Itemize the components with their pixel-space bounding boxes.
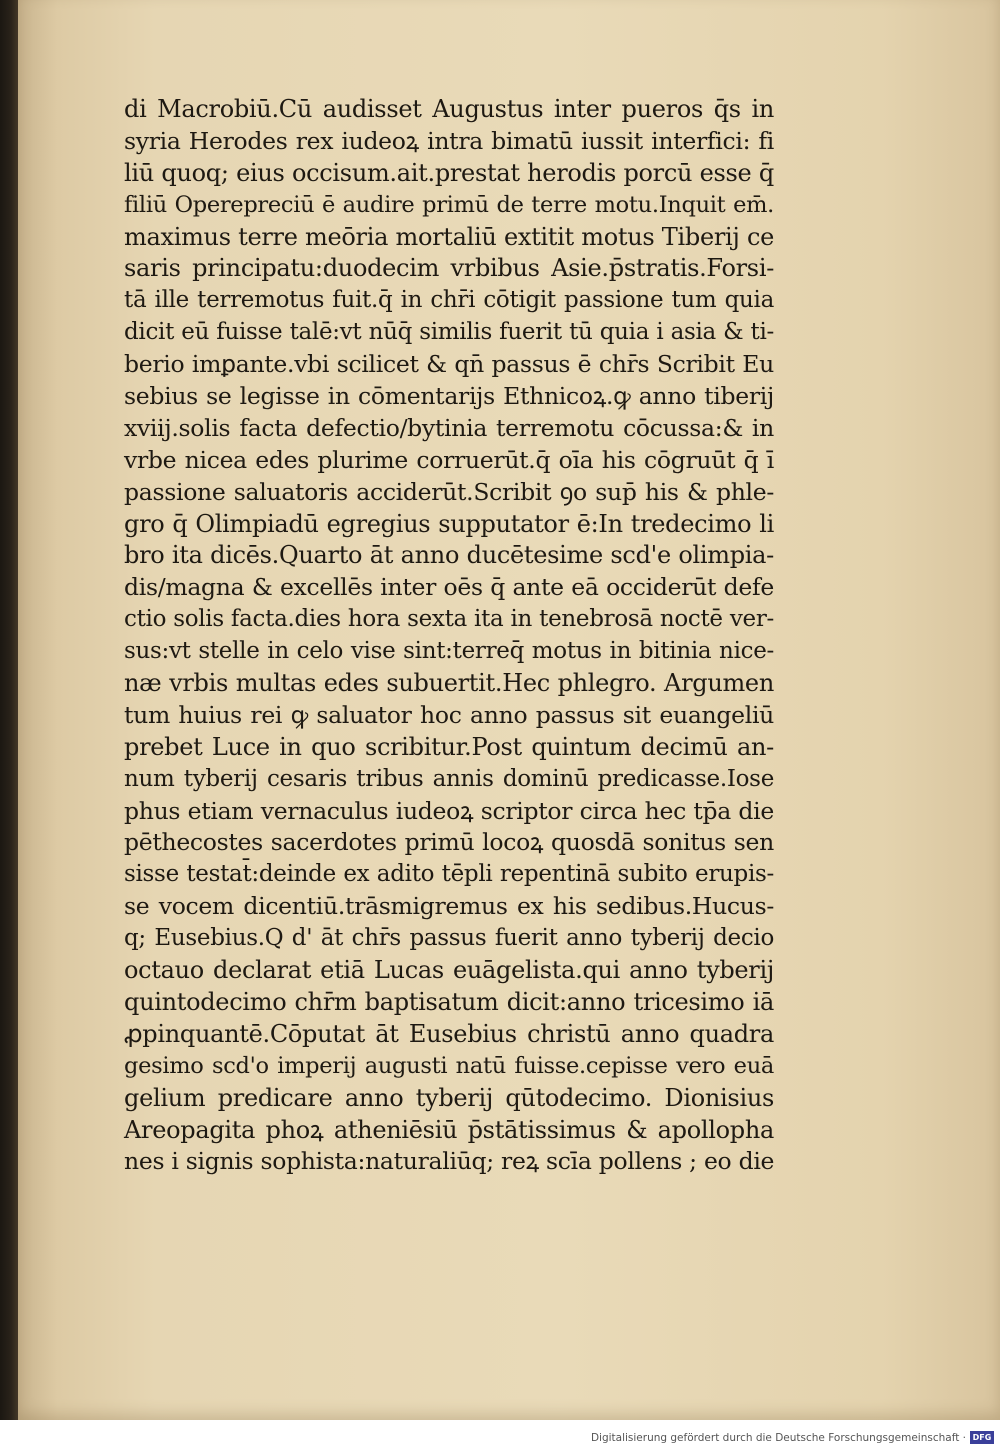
text-line: tum huius rei ꝙ saluator hoc anno passus sit euangeliū	[124, 700, 774, 729]
text-line: sisse testat̄:deinde ex adito tēpli repentinā subito erupis-	[124, 861, 774, 888]
page-edge-shadow	[0, 0, 20, 1420]
text-line: gelium predicare anno tyberij qūtodecimo. Dionisius	[124, 1083, 774, 1112]
text-line: xviij.solis facta defectio/bytinia terremotu cōcussa:& in	[124, 413, 774, 442]
text-block	[124, 94, 774, 1178]
text-line: phus etiam vernaculus iudeoꝝ scriptor circa hec tp̄a die	[124, 796, 774, 825]
text-line: nes i signis sophista:naturaliūq; reꝝ scīa pollens ; eo die	[124, 1147, 775, 1176]
text-line: bro ita dicēs.Quarto āt anno ducētesime scd'e olimpia-	[124, 541, 774, 570]
text-line: maximus terre meōria mortaliū extitit motus Tiberij ce	[124, 222, 774, 251]
text-line: num tyberij cesaris tribus annis dominū predicasse.Iose	[124, 765, 774, 792]
text-line: passione saluatoris acciderūt.Scribit ꝯo sup̄ his & phle-	[124, 477, 774, 506]
text-line: tā ille terremotus fuit.q̄ in chr̄i cōtigit passione tum quia	[124, 287, 774, 314]
text-line: gesimo scd'o imperij augusti natū fuisse.cepisse vero euā	[124, 1052, 774, 1079]
dfg-logo-icon: DFG	[970, 1431, 994, 1444]
text-line: sus:vt stelle in celo vise sint:terreq̄ motus in bitinia nice-	[124, 638, 774, 665]
text-line: dicit eū fuisse talē:vt nūq̄ similis fuerit tū quia i asia & ti-	[124, 319, 774, 346]
text-line: liū quoq; eius occisum.ait.prestat herodis porcū esse q̄	[124, 158, 774, 187]
text-line: quintodecimo chr̄m baptisatum dicit:anno tricesimo iā	[124, 987, 774, 1016]
text-line: di Macrobiū.Cū audisset Augustus inter pueros q̄s in	[124, 95, 774, 123]
text-line: ctio solis facta.dies hora sexta ita in tenebrosā noctē ver-	[124, 606, 774, 633]
text-line: prebet Luce in quo scribitur.Post quintum decimū an-	[124, 732, 774, 761]
text-line: octauo declarat etiā Lucas euāgelista.qui anno tyberij	[124, 956, 774, 985]
text-line: q; Eusebius.Q d' āt chr̄s passus fuerit anno tyberij decio	[124, 925, 774, 952]
text-line: dis/magna & excellēs inter oēs q̄ ante eā occiderūt defe	[124, 573, 774, 602]
text-line: berio imꝑante.vbi scilicet & qn̄ passus ē chr̄s Scribit Eu	[124, 350, 774, 379]
text-line: syria Herodes rex iudeoꝝ intra bimatū iussit interfici: fi	[124, 126, 774, 155]
funding-credit: Digitalisierung gefördert durch die Deutsche Forschungsgemeinschaft ·	[590, 1432, 966, 1444]
text-line: filiū Operepreciū ē audire primū de terre motu.Inquit em̄.	[124, 191, 774, 218]
text-line: saris principatu:duodecim vrbibus Asie.p̄stratis.Forsi-	[124, 254, 774, 283]
text-line: se vocem dicentiū.trāsmigremus ex his sedibus.Hucus-	[124, 892, 774, 921]
text-line: pēthecostes sacerdotes primū locoꝝ quosdā sonitus sen	[124, 828, 774, 857]
text-line: næ vrbis multas edes subuertit.Hec phlegro. Argumen	[124, 669, 774, 698]
text-line: vrbe nicea edes plurime corruerūt.q̄ oīa his cōgruūt q̄ ī	[124, 445, 774, 474]
text-line: sebius se legisse in cōmentarijs Ethnicoꝝ.ꝙ anno tiberij	[124, 382, 774, 411]
footer-bar	[0, 1420, 1000, 1450]
text-line: gro q̄ Olimpiadū egregius supputator ē:In tredecimo li	[124, 509, 774, 538]
paper-page	[18, 0, 1000, 1420]
text-line: Areopagita phoꝝ atheniēsiū p̄stātissimus & apollopha	[124, 1115, 774, 1144]
text-line: ꝓpinquantē.Cōputat āt Eusebius christū anno quadra	[124, 1019, 774, 1048]
